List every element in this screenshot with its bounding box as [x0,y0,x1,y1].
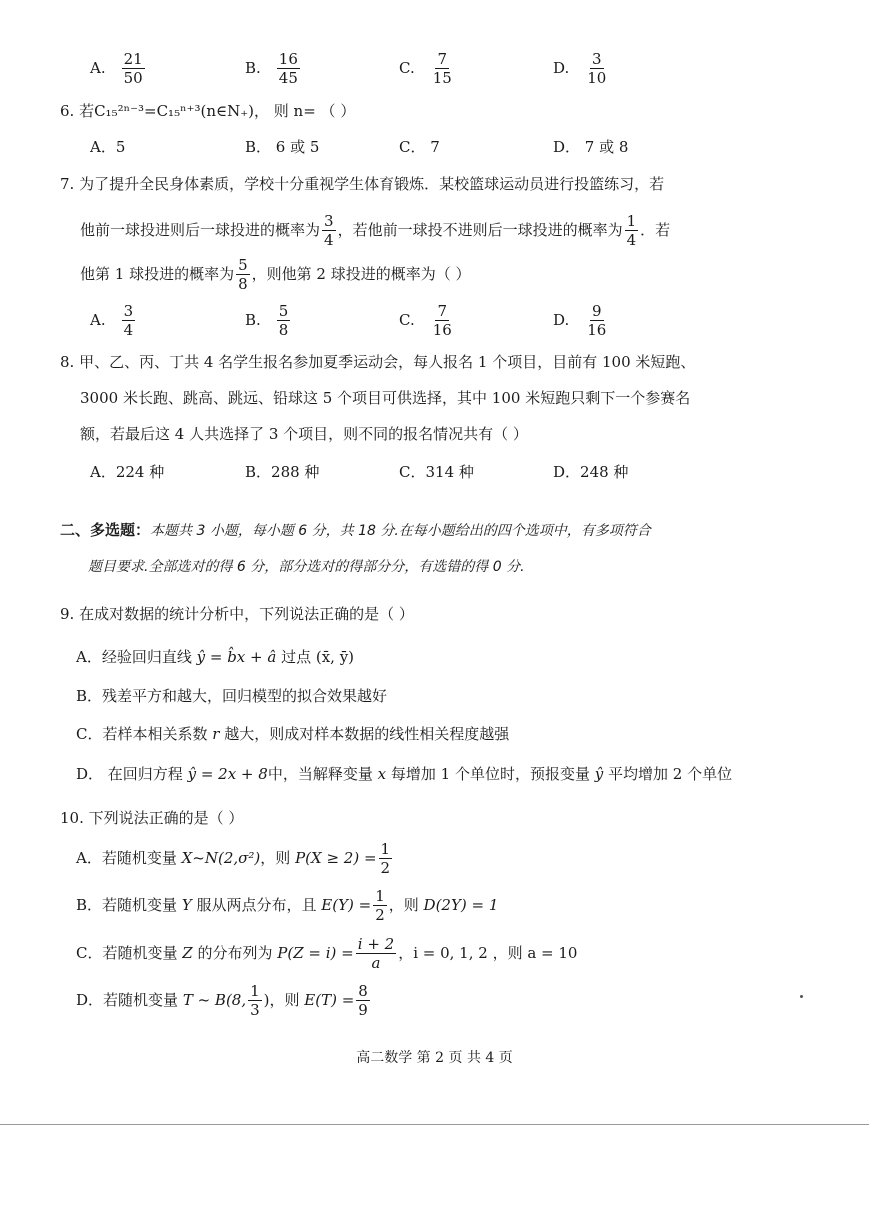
option-letter: C. [399,59,415,77]
denominator: a [371,953,381,972]
numerator: 1 [250,981,260,1000]
text: 他第 1 球投进的概率为 [80,265,235,283]
variable: x [377,765,387,783]
option-letter: A. [90,311,106,329]
formula: T ~ B(8, [182,991,247,1009]
text: B．若随机变量 [76,896,178,914]
fraction [373,887,387,924]
option-letter: A. [90,59,106,77]
fraction [625,212,639,249]
option-a [90,298,137,342]
option-d [553,298,610,342]
option-c: C． 7 [399,138,440,156]
section-description: 本题共 3 小题，每小题 6 分，共 18 分.在每小题给出的四个选项中，有多项符合 [150,523,651,539]
option-letter: B. [245,311,261,329]
q9-stem: 9. 在成对数据的统计分析中，下列说法正确的是（ ） [60,605,414,623]
denominator: 2 [380,858,391,877]
numerator: 21 [123,49,143,68]
fraction [122,50,145,87]
q10-option-c [76,931,577,975]
text: ，则 [388,896,419,914]
text: 服从两点分布，且 [196,896,317,914]
option-a: A．224 种 [90,463,165,481]
q7-line-3 [80,252,471,296]
q7-options [0,298,869,342]
numerator: 1 [380,839,391,858]
option-letter: B. [245,59,261,77]
fraction [431,50,454,87]
variable: Z [182,944,193,962]
formula: ŷ = b̂x + â [196,648,277,666]
q8-line-2: 3000 米长跑、跳高、跳远、铅球这 5 个项目可供选择，其中 100 米短跑只剩下一个参赛名 [80,389,691,407]
numerator: 1 [626,211,637,230]
option-b [245,298,292,342]
fraction [277,302,291,339]
q8-options [0,462,869,506]
q10-option-b [76,883,498,927]
text: D． 在回归方程 [76,765,183,783]
text: ，若他前一球投不进则后一球投进的概率为 [337,221,623,239]
formula: P(X ≥ 2) = [295,849,377,867]
denominator: 10 [587,68,607,87]
denominator: 50 [123,68,143,87]
text: 中，当解释变量 [267,765,373,783]
option-c: C．314 种 [399,463,474,481]
option-letter: D. [553,311,570,329]
option-letter: D. [553,59,570,77]
fraction [277,50,300,87]
section-description-2: 题目要求.全部选对的得 6 分，部分选对的得部分分，有选错的得 0 分. [88,559,525,575]
option-a [90,46,147,90]
q9-option-c [76,724,509,744]
q9-option-a [76,647,354,667]
q7-line-1: 7. 为了提升全民身体素质，学校十分重视学生体育锻炼．某校篮球运动员进行投篮练习，若 [60,175,665,193]
text: D．若随机变量 [76,991,179,1009]
text: 每增加 1 个单位时，预报变量 [390,765,590,783]
text: ，则他第 2 球投进的概率为（ ） [251,265,471,283]
text: 的分布列为 [197,944,273,962]
numerator: 5 [278,301,289,320]
formula: P(Z = i) = [277,944,354,962]
q9-option-d [76,764,732,784]
numerator: i + 2 [357,934,395,953]
numerator: 7 [437,301,448,320]
text: )，则 [263,991,300,1009]
text: 平均增加 2 个单位 [608,765,733,783]
option-letter: C. [399,311,415,329]
q10-stem: 10. 下列说法正确的是（ ） [60,809,244,827]
fraction [379,840,393,877]
text: ，i = 0, 1, 2 ，则 a = 10 [398,944,578,962]
denominator: 16 [587,320,607,339]
numerator: 7 [437,49,448,68]
variable: Y [181,896,192,914]
numerator: 8 [358,981,368,1000]
denominator: 45 [278,68,298,87]
q7-line-2 [80,208,670,252]
q8-line-1: 8. 甲、乙、丙、丁共 4 名学生报名参加夏季运动会，每人报名 1 个项目，目前有 100 米短跑、 [60,353,696,371]
denominator: 16 [432,320,452,339]
formula: E(Y) = [321,896,372,914]
q5-options [0,46,869,90]
formula: E(T) = [304,991,355,1009]
denominator: 2 [375,905,385,924]
text: 他前一球投进则后一球投进的概率为 [80,221,321,239]
numerator: 16 [278,49,298,68]
numerator: 9 [592,301,602,320]
text: A．经验回归直线 [76,648,192,666]
fraction [585,50,608,87]
option-d: D． 7 或 8 [553,138,629,156]
q10-option-d [76,978,372,1022]
formula: ŷ = 2x + 8 [187,765,268,783]
formula: D(2Y) = 1 [423,896,499,914]
text: C．若样本相关系数 [76,725,208,743]
fraction [356,935,396,972]
fraction [236,256,250,293]
numerator: 3 [123,301,134,320]
variable: ŷ [594,765,604,783]
text: 越大，则成对样本数据的线性相关程度越强 [224,725,510,743]
text: ，则 [260,849,291,867]
denominator: 4 [123,320,134,339]
denominator: 8 [238,274,248,293]
section-2-header [60,520,651,541]
fraction [248,982,262,1019]
text: ．若 [640,221,671,239]
q6-stem: 6. 若C₁₅²ⁿ⁻³=C₁₅ⁿ⁺³(n∈N₊)， 则 n= （ ） [60,102,356,120]
q10-option-a [76,836,394,880]
formula: X~N(2,σ²) [181,849,261,867]
option-d: D．248 种 [553,463,629,481]
text: 过点 (x̄, ȳ) [281,648,355,666]
numerator: 3 [592,49,602,68]
section-title: 二、多选题： [60,521,151,539]
q9-option-b: B．残差平方和越大，回归模型的拟合效果越好 [76,687,388,705]
option-c [399,298,456,342]
page-bottom-rule [0,1124,869,1125]
denominator: 3 [250,1000,260,1019]
variable: r [212,725,220,743]
fraction [322,212,336,249]
denominator: 8 [278,320,289,339]
option-b: B． 6 或 5 [245,138,320,156]
fraction [356,982,370,1019]
denominator: 4 [626,230,637,249]
page-footer: 高二数学 第 2 页 共 4 页 [356,1050,513,1066]
option-d [553,46,610,90]
numerator: 1 [375,886,385,905]
option-b [245,46,302,90]
q8-line-3: 额，若最后这 4 人共选择了 3 个项目，则不同的报名情况共有（ ） [80,425,528,443]
fraction [431,302,454,339]
fraction [585,302,608,339]
denominator: 4 [324,230,334,249]
numerator: 3 [324,211,334,230]
scan-speck [800,995,803,998]
text: C．若随机变量 [76,944,178,962]
option-c [399,46,456,90]
denominator: 15 [432,68,452,87]
denominator: 9 [358,1000,368,1019]
fraction [122,302,136,339]
option-b: B．288 种 [245,463,320,481]
text: A．若随机变量 [76,849,177,867]
option-a: A．5 [90,138,126,156]
numerator: 5 [238,255,248,274]
